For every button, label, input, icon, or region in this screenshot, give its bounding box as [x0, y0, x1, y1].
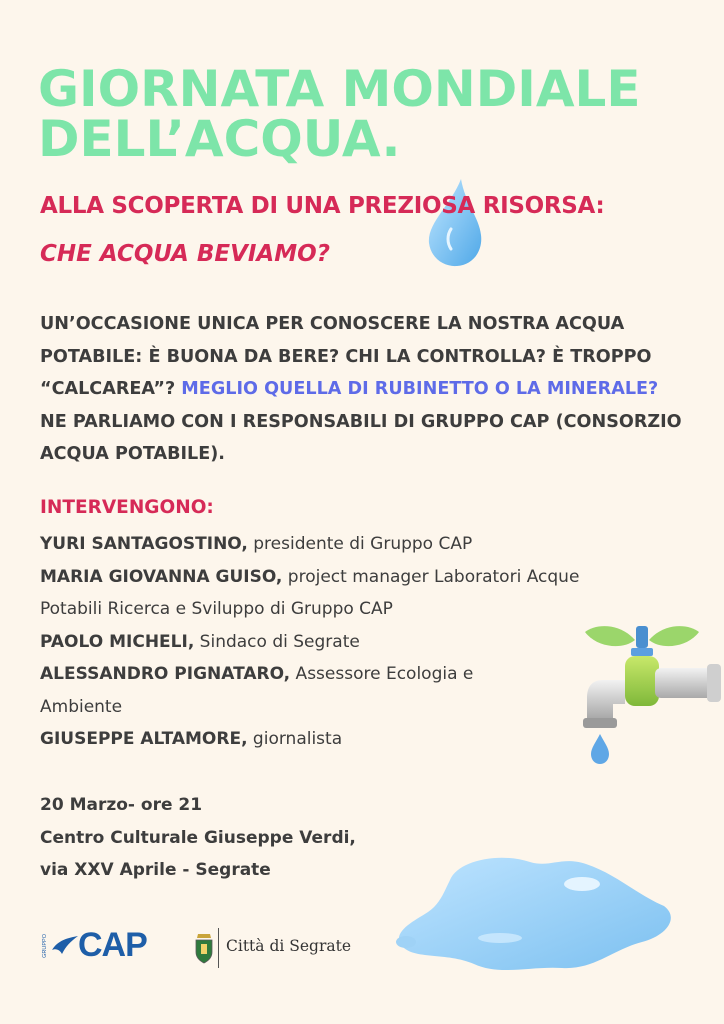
speaker-role: Sindaco di Segrate [194, 631, 360, 652]
speaker-role: project manager Laboratori Acque Potabili Ricerca e Sviluppo di Gruppo CAP [40, 566, 580, 619]
segrate-logo-text: Città di Segrate [226, 937, 352, 955]
event-address: via XXV Aprile - Segrate [40, 860, 271, 880]
page-title [38, 60, 641, 168]
speaker-name: MARIA GIOVANNA GUISO, [40, 566, 283, 587]
event-venue: Centro Culturale Giuseppe Verdi, [40, 827, 356, 848]
speaker-role: Assessore Ecologia e Ambiente [40, 664, 474, 717]
speaker-item [40, 561, 590, 626]
intro-paragraph [40, 308, 720, 471]
cap-bird-icon [50, 934, 80, 958]
logo-separator [218, 928, 219, 968]
speaker-item [40, 658, 530, 723]
speaker-role: giornalista [247, 729, 343, 749]
speaker-item [40, 723, 600, 756]
event-date: 20 Marzo- ore 21 [40, 795, 203, 815]
intro-text-end: NE PARLIAMO CON I RESPONSABILI DI GRUPPO CAP (CONSORZIO ACQUA POTABILE). [40, 411, 682, 464]
water-drop-icon [421, 177, 487, 269]
speaker-item [40, 528, 600, 561]
cap-logo-small-text: GRUPPO [42, 934, 48, 958]
speaker-name: YURI SANTAGOSTINO, [40, 534, 248, 554]
cap-logo-text: CAP [78, 926, 147, 964]
water-tap-icon [583, 618, 723, 770]
speaker-name: ALESSANDRO PIGNATARO, [40, 664, 291, 684]
speaker-name: GIUSEPPE ALTAMORE, [40, 729, 248, 749]
speakers-list [40, 528, 600, 756]
title-line-1: GIORNATA MONDIALE [38, 60, 641, 118]
intro-highlight: MEGLIO QUELLA DI RUBINETTO O LA MINERALE? [181, 379, 659, 399]
speaker-item [40, 626, 600, 659]
intro-text: UN’OCCASIONE UNICA PER CONOSCERE LA NOSTRA ACQUA POTABILE: È BUONA DA BERE? CHI LA CONTROLLA? È TROPPO “CALCAREA”? [40, 314, 652, 399]
coat-of-arms-icon [194, 932, 214, 964]
water-puddle-icon [380, 850, 680, 980]
title-line-2: DELL’ACQUA. [38, 110, 401, 168]
speakers-heading: INTERVENGONO: [40, 497, 214, 518]
speaker-role: presidente di Gruppo CAP [247, 534, 473, 554]
speaker-name: PAOLO MICHELI, [40, 631, 195, 652]
subtitle: ALLA SCOPERTA DI UNA PREZIOSA RISORSA: [40, 193, 605, 219]
cap-logo [40, 928, 164, 968]
event-details [40, 789, 356, 887]
question-heading: CHE ACQUA BEVIAMO? [40, 241, 331, 267]
